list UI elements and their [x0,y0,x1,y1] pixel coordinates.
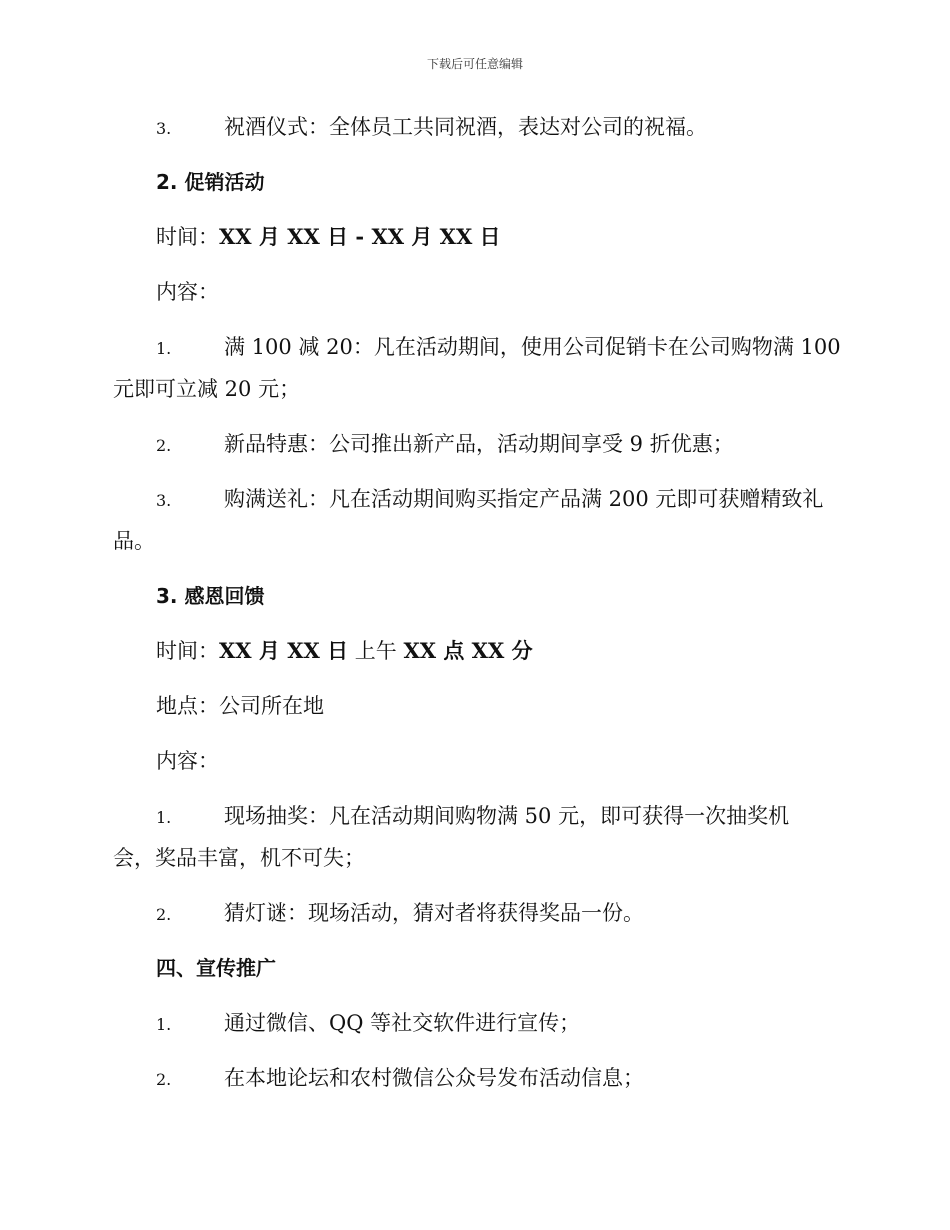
list-item-text: 购满送礼：凡在活动期间购买指定产品满 200 元即可获赠精致礼 [224,487,824,511]
promo-time-label: 时间： [156,225,219,249]
section-heading-thanks: 3. 感恩回馈 [156,584,265,608]
list-item-text: 在本地论坛和农村微信公众号发布活动信息； [224,1066,644,1090]
section-heading-promo: 2. 促销活动 [156,170,265,194]
list-item-number: 1. [156,1015,172,1034]
thanks-time-hour: XX 点 XX 分 [403,638,533,663]
list-item-number: 3. [156,119,172,138]
list-item-number: 2. [156,1070,172,1089]
thanks-time-label: 时间： [156,639,219,663]
list-item-text: 满 100 减 20：凡在活动期间，使用公司促销卡在公司购物满 100 [224,335,841,359]
list-item-number: 1. [156,808,172,827]
thanks-time-mid: 上午 [348,639,404,663]
list-item-text: 通过微信、QQ 等社交软件进行宣传； [224,1011,581,1035]
list-item-number: 2. [156,436,172,455]
list-item-text: 新品特惠：公司推出新产品，活动期间享受 9 折优惠； [224,432,734,456]
page-header: 下载后可任意编辑 [426,57,523,71]
promo-time-value: XX 月 XX 日 - XX 月 XX 日 [219,224,501,249]
section-heading-publicity: 四、宣传推广 [156,956,276,980]
list-item-text: 祝酒仪式：全体员工共同祝酒，表达对公司的祝福。 [224,115,707,139]
list-item-text: 现场抽奖：凡在活动期间购物满 50 元，即可获得一次抽奖机 [224,804,790,828]
list-item-number: 2. [156,905,172,924]
list-item-number: 3. [156,491,172,510]
thanks-time-date: XX 月 XX 日 [219,638,349,663]
list-item-text: 猜灯谜：现场活动，猜对者将获得奖品一份。 [224,901,644,925]
list-item-number: 1. [156,339,172,358]
